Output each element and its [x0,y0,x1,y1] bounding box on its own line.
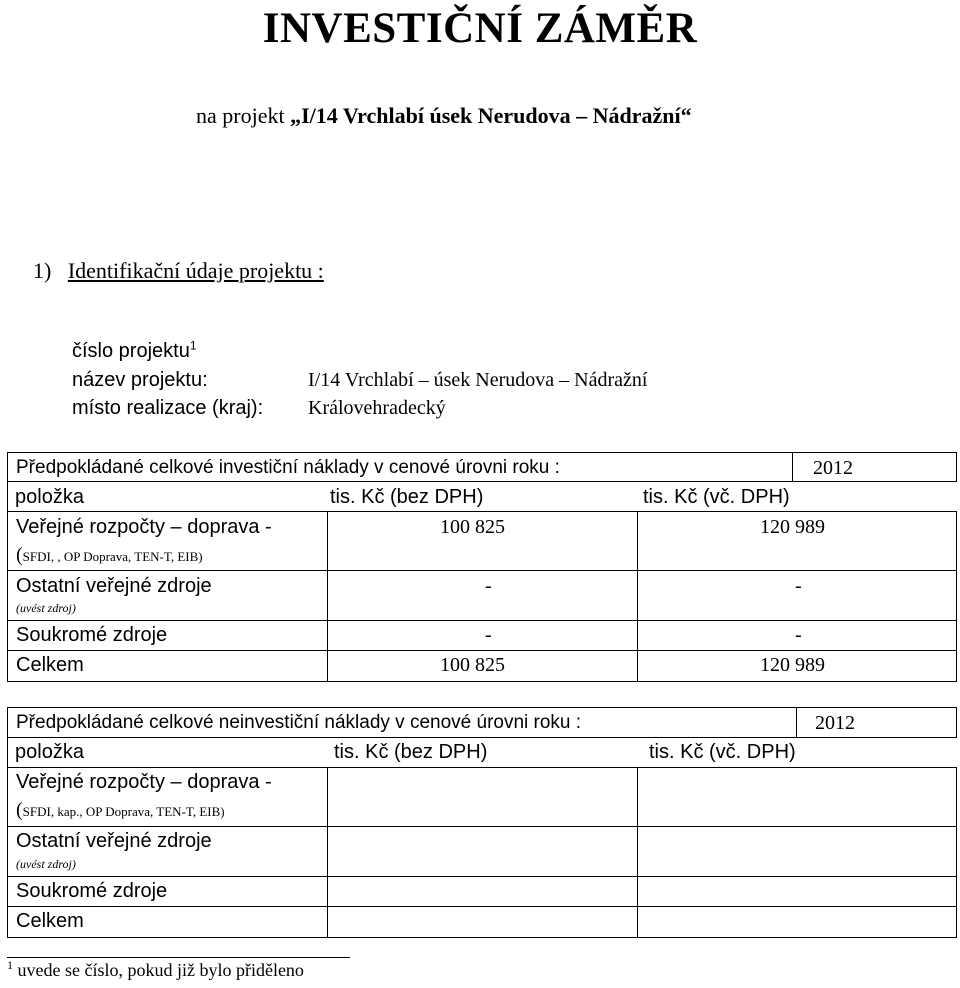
noninvestment-row-excl-cell [327,907,637,938]
investment-row-label: Soukromé zdroje [16,624,168,646]
investment-row-label-cell [7,512,327,571]
footnote-text: uvede se číslo, pokud již bylo přiděleno [13,960,304,980]
ident-location [72,397,446,420]
investment-row-label-cell [7,571,327,621]
investment-col-incl: tis. Kč (vč. DPH) [643,486,790,508]
noninvestment-row-label: Veřejné rozpočty – doprava - [16,771,272,793]
noninvestment-row [7,877,957,907]
noninvestment-row-label-cell [7,768,327,827]
section-number: 1) [33,258,52,283]
noninvestment-row-excl-cell [327,827,637,877]
investment-row-label: Ostatní veřejné zdroje [16,575,212,597]
investment-row-incl: 120 989 [760,654,825,676]
noninvestment-row-incl-cell [637,768,957,827]
investment-year: 2012 [813,457,853,479]
subtitle-project-name: „I/14 Vrchlabí úsek Nerudova – Nádražní“ [290,103,692,128]
project-number-label: číslo projektu [72,340,190,362]
noninvestment-row-note-paren: ( [16,799,23,821]
investment-row-incl: - [795,575,802,597]
noninvestment-row-excl-cell [327,768,637,827]
noninvestment-row [7,827,957,877]
document-title: INVESTIČNÍ ZÁMĚR [262,5,698,52]
noninvestment-heading-row [7,707,957,738]
investment-row-incl-cell [637,571,957,621]
investment-row-excl: 100 825 [440,516,505,538]
noninvestment-row-label: Celkem [16,910,84,932]
investment-row-incl-cell [637,621,957,651]
investment-year-cell [792,452,957,482]
investment-row-excl-cell [327,571,637,621]
investment-row-incl: - [795,624,802,646]
investment-heading-cell [7,452,792,482]
footnote-number: 1 [7,958,13,972]
noninvestment-column-header-row [7,738,957,768]
footnote-separator [7,957,350,958]
investment-row [7,621,957,651]
investment-row-incl: 120 989 [760,516,825,538]
investment-row-label: Veřejné rozpočty – doprava - [16,516,272,538]
investment-row-note-wrap [16,544,203,567]
noninvestment-year: 2012 [815,712,855,734]
investment-row-label: Celkem [16,654,84,676]
investment-row-note: (uvést zdroj) [16,601,76,615]
investment-row-label-cell [7,651,327,682]
investment-col-item: položka [15,486,84,508]
noninvestment-row-incl-cell [637,877,957,907]
noninvestment-row-note-wrap [16,799,225,822]
investment-row-incl-cell [637,512,957,571]
investment-heading: Předpokládané celkové investiční náklady v cenové úrovni roku : [16,457,560,478]
investment-row [7,512,957,571]
noninvestment-year-cell [796,707,957,738]
investment-row-excl-cell [327,512,637,571]
ident-project-name [72,369,648,392]
noninvestment-heading: Předpokládané celkové neinvestiční náklady v cenové úrovni roku : [16,712,582,733]
ident-project-number [72,340,197,363]
noninvestment-row-note: (uvést zdroj) [16,857,76,871]
investment-row-excl-cell [327,651,637,682]
noninvestment-row-note: SFDI, kap., OP Doprava, TEN-T, EIB) [22,804,225,819]
project-name-label: název projektu: [72,369,208,391]
noninvestment-row-label: Soukromé zdroje [16,880,168,902]
noninvestment-col-excl: tis. Kč (bez DPH) [334,741,488,763]
investment-row-excl: - [485,575,492,597]
noninvestment-total-row [7,907,957,938]
investment-col-excl: tis. Kč (bez DPH) [330,486,484,508]
subtitle-prefix: na projekt [196,103,291,128]
investment-column-header-row [7,482,957,512]
footnote-ref: 1 [189,338,197,353]
investment-row [7,571,957,621]
location-value: Královehradecký [308,397,446,419]
noninvestment-row-excl-cell [327,877,637,907]
investment-total-row [7,651,957,682]
investment-row-excl-cell [327,621,637,651]
noninvestment-row-label-cell [7,877,327,907]
investment-row-excl: 100 825 [440,654,505,676]
investment-row-excl: - [485,624,492,646]
investment-heading-row [7,452,957,482]
section-heading [33,258,324,284]
location-label: místo realizace (kraj): [72,397,264,419]
noninvestment-row-label-cell [7,827,327,877]
noninvestment-row-label: Ostatní veřejné zdroje [16,830,212,852]
noninvestment-row-incl-cell [637,827,957,877]
noninvestment-row [7,768,957,827]
noninvestment-row-incl-cell [637,907,957,938]
investment-row-note-paren: ( [16,544,23,566]
investment-row-note: SFDI, , OP Doprava, TEN-T, EIB) [22,549,203,564]
project-name-value: I/14 Vrchlabí – úsek Nerudova – Nádražní [308,369,648,391]
investment-row-label-cell [7,621,327,651]
noninvestment-col-incl: tis. Kč (vč. DPH) [649,741,796,763]
footnote [7,960,304,981]
noninvestment-heading-cell [7,707,796,738]
noninvestment-col-item: položka [15,741,84,763]
document-subtitle [196,103,692,129]
section-heading-text: Identifikační údaje projektu : [67,258,324,283]
noninvestment-row-label-cell [7,907,327,938]
investment-row-incl-cell [637,651,957,682]
